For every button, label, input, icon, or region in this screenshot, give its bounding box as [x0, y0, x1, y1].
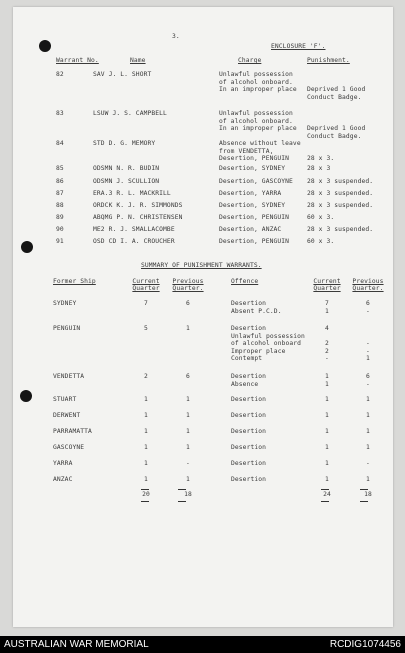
summary-offence-line: Desertion [231, 460, 267, 467]
summary-current: 1 [144, 428, 148, 435]
warrant-charge-line: Desertion, PENGUIN [219, 238, 290, 245]
offence-current-header-1: Current [313, 278, 341, 285]
summary-offence-current: 1 [325, 460, 329, 467]
summary-offence-previous: - [366, 347, 370, 355]
warrant-punishment-line: 28 x 3. [307, 155, 335, 163]
summary-offence-previous: - [366, 460, 370, 467]
summary-current: 1 [144, 412, 148, 419]
summary-offence-line: Desertion [231, 428, 267, 435]
total-previous: 18 [184, 491, 192, 498]
warrant-punishment-line: Conduct Badge. [307, 132, 362, 140]
current-quarter-header-1: Current [132, 278, 160, 285]
warrant-name: ORDCK K. J. R. SIMMONDS [93, 202, 183, 209]
summary-previous: - [186, 460, 190, 467]
warrant-charge-line: Desertion, SYDNEY [219, 202, 286, 209]
total-offence-previous: 18 [364, 491, 372, 498]
warrant-punishment-line: Deprived 1 Good [307, 125, 366, 133]
total-rule [141, 489, 149, 490]
warrant-charge-line: Desertion, GASCOYNE [219, 178, 293, 185]
warrant-charge-line: Absence without leave [219, 140, 301, 147]
summary-title: SUMMARY OF PUNISHMENT WARRANTS. [141, 262, 262, 269]
summary-offence-previous: - [366, 340, 370, 348]
punch-hole [21, 241, 33, 253]
summary-ship: DERWENT [53, 412, 81, 419]
warrant-number: 91 [56, 238, 64, 245]
warrant-no-header: Warrant No. [56, 57, 99, 64]
total-double-rule [321, 501, 329, 502]
summary-offence-previous: 1 [366, 355, 370, 363]
summary-offence-line: Contempt [231, 355, 263, 363]
summary-offence-current: 1 [325, 380, 329, 388]
warrant-punishment-line: 28 x 3 [307, 165, 331, 172]
summary-current: 7 [144, 300, 148, 307]
summary-current: 1 [144, 460, 148, 467]
warrant-charge-line: from VENDETTA, [219, 147, 274, 155]
total-double-rule [360, 501, 368, 502]
warrant-name: SAV J. L. SHORT [93, 71, 152, 78]
warrant-charge-line: Unlawful possession [219, 71, 293, 78]
summary-ship: SYDNEY [53, 300, 77, 307]
warrant-number: 84 [56, 140, 64, 147]
enclosure-label: ENCLOSURE 'F'. [271, 43, 326, 50]
warrant-punishment-line: Conduct Badge. [307, 93, 362, 101]
offence-header: Offence [231, 278, 259, 285]
summary-offence-line: Absence [231, 380, 259, 388]
summary-offence-current: 1 [325, 444, 329, 451]
total-current: 20 [142, 491, 150, 498]
warrant-charge-line: In an improper place [219, 86, 297, 94]
warrant-name: ODSMN N. R. BUDIN [93, 165, 160, 172]
summary-offence-previous: 6 [366, 373, 370, 380]
summary-current: 1 [144, 444, 148, 451]
former-ship-header: Former Ship [53, 278, 96, 285]
warrant-charge-line: of alcohol onboard. [219, 117, 293, 125]
warrant-charge-line: Desertion, SYDNEY [219, 165, 286, 172]
punishment-header: Punishment. [307, 57, 350, 64]
total-rule [360, 489, 368, 490]
warrant-charge-line: Unlawful possession [219, 110, 293, 117]
warrant-number: 89 [56, 214, 64, 221]
warrant-punishment-line: 60 x 3. [307, 214, 335, 221]
total-offence-current: 24 [323, 491, 331, 498]
punch-hole [20, 390, 32, 402]
summary-offence-previous: 1 [366, 396, 370, 403]
warrant-charge-line: Desertion, ANZAC [219, 226, 282, 233]
summary-offence-current: 1 [325, 307, 329, 315]
total-rule [321, 489, 329, 490]
warrant-charge-line: of alcohol onboard. [219, 78, 293, 86]
warrant-number: 85 [56, 165, 64, 172]
current-quarter-header-2: Quarter [132, 285, 160, 292]
summary-previous: 1 [186, 476, 190, 483]
summary-offence-line: Desertion [231, 396, 267, 403]
summary-offence-current: - [325, 355, 329, 363]
warrant-punishment-line: 28 x 3 suspended. [307, 178, 374, 185]
summary-previous: 1 [186, 396, 190, 403]
summary-current: 2 [144, 373, 148, 380]
archive-footer [0, 636, 405, 653]
summary-offence-previous: 1 [366, 476, 370, 483]
summary-offence-previous: 1 [366, 444, 370, 451]
summary-offence-previous: - [366, 380, 370, 388]
summary-ship: STUART [53, 396, 77, 403]
summary-offence-current: 2 [325, 347, 329, 355]
summary-offence-line: Desertion [231, 300, 267, 307]
total-double-rule [178, 501, 186, 502]
warrant-punishment-line: 60 x 3. [307, 238, 335, 245]
warrant-number: 87 [56, 190, 64, 197]
summary-offence-line: Absent P.C.D. [231, 307, 282, 315]
summary-offence-line: Desertion [231, 444, 267, 451]
summary-offence-current: 7 [325, 300, 329, 307]
warrant-name: ERA.3 R. L. MACKRILL [93, 190, 171, 197]
footer-source: AUSTRALIAN WAR MEMORIAL [4, 639, 149, 650]
summary-offence-current: 4 [325, 325, 329, 332]
punch-hole [39, 40, 51, 52]
warrant-punishment-line: Deprived 1 Good [307, 86, 366, 94]
summary-previous: 1 [186, 325, 190, 332]
summary-offence-line: of alcohol onboard [231, 340, 302, 348]
warrant-charge-line: In an improper place [219, 125, 297, 133]
summary-previous: 6 [186, 300, 190, 307]
summary-current: 5 [144, 325, 148, 332]
total-rule [178, 489, 186, 490]
summary-offence-previous: 1 [366, 428, 370, 435]
summary-offence-current: 1 [325, 396, 329, 403]
summary-ship: YARRA [53, 460, 73, 467]
summary-offence-line: Desertion [231, 412, 267, 419]
offence-previous-header-1: Previous [352, 278, 384, 285]
summary-previous: 1 [186, 428, 190, 435]
previous-quarter-header-1: Previous [172, 278, 204, 285]
summary-offence-line: Desertion [231, 476, 267, 483]
summary-ship: GASCOYNE [53, 444, 85, 451]
summary-previous: 1 [186, 444, 190, 451]
warrant-name: ODSMN J. SCULLION [93, 178, 160, 185]
warrant-charge-line: Desertion, PENGUIN [219, 155, 290, 163]
summary-offence-line: Desertion [231, 325, 267, 332]
warrant-number: 83 [56, 110, 64, 117]
warrant-punishment-line: 28 x 3 suspended. [307, 226, 374, 233]
summary-offence-previous: 1 [366, 412, 370, 419]
summary-ship: ANZAC [53, 476, 73, 483]
warrant-number: 86 [56, 178, 64, 185]
summary-offence-current: 1 [325, 373, 329, 380]
offence-previous-header-2: Quarter. [352, 285, 384, 292]
warrant-number: 82 [56, 71, 64, 78]
summary-previous: 1 [186, 412, 190, 419]
summary-current: 1 [144, 396, 148, 403]
warrant-punishment-line: 28 x 3 suspended. [307, 190, 374, 197]
summary-offence-current: 2 [325, 340, 329, 348]
document-page [13, 7, 393, 627]
charge-header: Charge [238, 57, 262, 64]
summary-offence-previous: 6 [366, 300, 370, 307]
summary-ship: VENDETTA [53, 373, 85, 380]
summary-offence-line: Unlawful possession [231, 332, 305, 340]
warrant-name: ME2 R. J. SMALLACOMBE [93, 226, 175, 233]
warrant-number: 90 [56, 226, 64, 233]
warrant-name: STD D. G. MEMORY [93, 140, 156, 147]
summary-offence-line: Improper place [231, 347, 286, 355]
summary-offence-current: 1 [325, 412, 329, 419]
warrant-name: OSD CD I. A. CROUCHER [93, 238, 175, 245]
name-header: Name [130, 57, 146, 64]
summary-ship: PARRAMATTA [53, 428, 92, 435]
warrant-name: ABQMG P. N. CHRISTENSEN [93, 214, 183, 221]
page-number: 3. [172, 33, 180, 40]
warrant-name: LSUW J. S. CAMPBELL [93, 110, 167, 117]
warrant-charge-line: Desertion, YARRA [219, 190, 282, 197]
warrant-charge-line: Desertion, PENGUIN [219, 214, 290, 221]
summary-offence-current: 1 [325, 428, 329, 435]
warrant-number: 88 [56, 202, 64, 209]
warrant-punishment-line: 28 x 3 suspended. [307, 202, 374, 209]
summary-offence-line: Desertion [231, 373, 267, 380]
offence-current-header-2: Quarter [313, 285, 341, 292]
summary-ship: PENGUIN [53, 325, 81, 332]
previous-quarter-header-2: Quarter. [172, 285, 204, 292]
summary-offence-previous: - [366, 307, 370, 315]
total-double-rule [141, 501, 149, 502]
summary-offence-current: 1 [325, 476, 329, 483]
footer-reference: RCDIG1074456 [329, 639, 401, 650]
summary-previous: 6 [186, 373, 190, 380]
summary-current: 1 [144, 476, 148, 483]
